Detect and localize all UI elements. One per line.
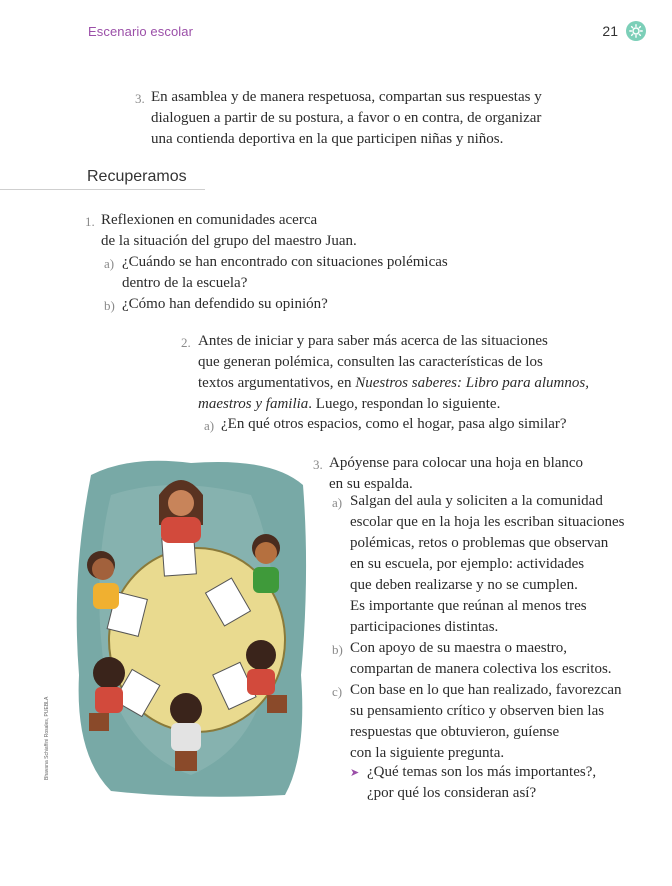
item3-b-text: [350, 638, 612, 680]
text-line: participaciones distintas.: [350, 619, 499, 635]
text-line: polémicas, retos o problemas que observan: [350, 535, 609, 551]
item1-b-marker: b): [104, 298, 115, 313]
text-line: Con base en lo que han realizado, favorezcan: [350, 682, 622, 698]
intro-paragraph: [151, 87, 542, 150]
bullet-arrow-icon: ➤: [350, 767, 360, 779]
text-line: compartan de manera colectiva los escritos.: [350, 661, 612, 677]
item3-number: 3.: [313, 457, 323, 472]
text-line: en su escuela, por ejemplo: actividades: [350, 556, 585, 572]
text-line: ¿Cuándo se han encontrado con situaciones polémicas: [122, 254, 448, 270]
running-header: Escenario escolar: [88, 24, 194, 39]
text-line: Salgan del aula y soliciten a la comunidad: [350, 493, 603, 509]
item3-c-marker: c): [332, 684, 343, 699]
text-line: su pensamiento crítico y observen bien las: [350, 703, 605, 719]
illustration-credit: Bhavana Schiaffini Rosales, PUEBLA: [44, 696, 50, 780]
item3-a-text: [350, 491, 624, 638]
text-line: ¿Cómo han defendido su opinión?: [122, 296, 328, 312]
text-line: dialoguen a partir de su postura, a favor o en contra, de organizar: [151, 110, 542, 126]
text-line: Con apoyo de su maestra o maestro,: [350, 640, 568, 656]
text-line: en su espalda.: [329, 476, 413, 492]
text-line: de la situación del grupo del maestro Juan.: [101, 233, 357, 249]
text-line: En asamblea y de manera respetuosa, compartan sus respuestas y: [151, 89, 542, 105]
item1-b-text: [122, 294, 328, 315]
text-line: Antes de iniciar y para saber más acerca de las situaciones: [198, 333, 548, 349]
text-line: [198, 373, 589, 394]
book-title: Nuestros saberes: Libro para alumnos,: [355, 375, 589, 391]
item3-paragraph: [329, 453, 583, 495]
item1-paragraph: [101, 210, 357, 252]
item2-paragraph: [198, 331, 589, 415]
item3-bullet-text: [367, 762, 596, 804]
page-number: 21: [602, 23, 618, 39]
text-line: que generan polémica, consulten las características de los: [198, 354, 543, 370]
item3-c-text: [350, 680, 622, 764]
text-line: Apóyense para colocar una hoja en blanco: [329, 455, 584, 471]
item3-b-marker: b): [332, 642, 343, 657]
book-title: maestros y familia: [198, 396, 309, 412]
text-line: una contienda deportiva en la que participen niñas y niños.: [151, 131, 504, 147]
text-line: escolar que en la hoja les escriban situaciones: [350, 514, 625, 530]
section-divider: [0, 189, 205, 190]
item3-a-marker: a): [332, 495, 343, 510]
intro-number: 3.: [135, 91, 145, 106]
item1-number: 1.: [85, 214, 95, 229]
item2-a-text: ¿En qué otros espacios, como el hogar, pasa algo similar?: [221, 416, 567, 432]
classroom-circle-illustration: [71, 455, 310, 800]
item1-a-text: [122, 252, 448, 294]
text-line: con la siguiente pregunta.: [350, 745, 505, 761]
section-title: Recuperamos: [87, 168, 187, 185]
text-line: respuestas que obtuvieron, guíense: [350, 724, 560, 740]
gear-sun-icon: [626, 21, 646, 41]
text-line: dentro de la escuela?: [122, 275, 248, 291]
text-line: Reflexionen en comunidades acerca: [101, 212, 318, 228]
item2-number: 2.: [181, 335, 191, 350]
text-run: textos argumentativos, en: [198, 375, 356, 391]
item2-a-marker: a): [204, 418, 215, 433]
text-line: ¿Qué temas son los más importantes?,: [367, 764, 597, 780]
text-line: que deben realizarse y no se cumplen.: [350, 577, 578, 593]
item1-a-marker: a): [104, 256, 115, 271]
text-line: ¿por qué los consideran así?: [367, 785, 537, 801]
text-line: [198, 394, 589, 415]
text-run: . Luego, respondan lo siguiente.: [308, 396, 501, 412]
text-line: Es importante que reúnan al menos tres: [350, 598, 587, 614]
